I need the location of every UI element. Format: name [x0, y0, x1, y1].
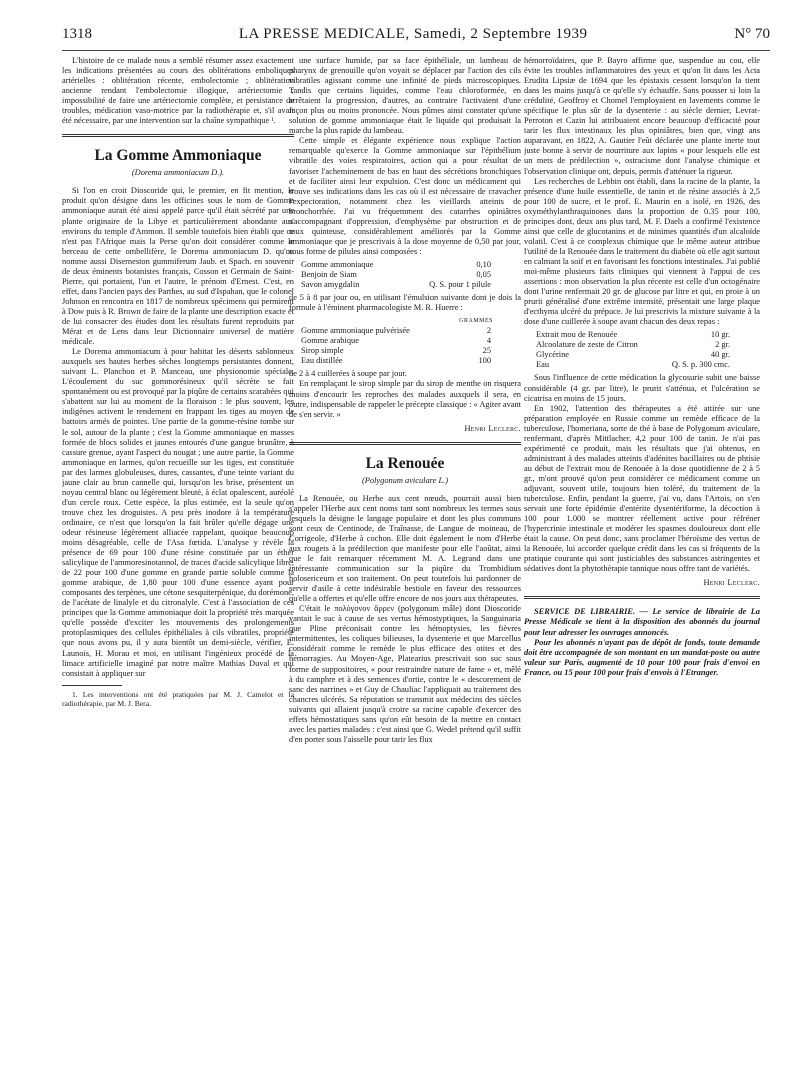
section-divider — [62, 134, 294, 137]
author-signature: Henri Leclerc. — [703, 578, 760, 588]
recipe-row: Savon amygdalin Q. S. pour 1 pilule — [301, 280, 491, 290]
library-terms: Pour les abonnés n'ayant pas de dépôt de fonds, toute demande doit être accompagnée de son montant en un mandat-poste ou autre valeur sur Paris, augmenté de 10 pour 100 pour frais d'envoi en France, ou 15 pour 100 pour frais d'envois à l'Etranger. — [524, 637, 760, 677]
recipe-row: Gomme ammoniaque pulvérisée 2 — [301, 326, 491, 336]
recipe-row: Sirop simple 25 — [301, 346, 491, 356]
article-title-gomme: La Gomme Ammoniaque — [94, 147, 262, 165]
paragraph: de 2 à 4 cuillerées à soupe par jour. — [289, 369, 407, 379]
article-subtitle-renouee: (Polygonum aviculare L.) — [362, 475, 448, 485]
paragraph: Les recherches de Lebbin ont établi, dans la racine de la plante, la présence d'une huile essentielle, de tanin et de résine associés à 2,5 pour 100 de sucre, et le prof. E. Maurin en a isolé, en 1926, des oxyméthylanthraquinones dans la proportion de 0.35 pour 100, principes dont, deux ans plus tard, M. F. Daels a confirmé l'existence ainsi que celle de glucotanins et de minimes quantités d'un alcaloïde volatil. C'est à ce complexus chimique que le même auteur attribue l'utilité de la Renouée dans le traitement du diabète où elle agit surtout en calmant la soif et en favorisant les fonctions intestinales. J'ai publié moi-même plusieurs faits cliniques qui viennent à l'appui de ces assertions : mon observation la plus récente est celle d'un octogénaire dont l'urine renfermait 20 gr. de glucose par litre et qui, en proie à un prurit généralisé d'une extrême intensité, présentait une large plaque d'ecthyma ulcéré du prépuce. Je lui prescrivis la mixture suivante à la dose d'une cuillerée à soupe avant chacun des deux repas : — [524, 176, 760, 327]
recipe-row: Gomme arabique 4 — [301, 336, 491, 346]
recipe-mixture — [536, 330, 760, 370]
recipe-row: Eau distillée 100 — [301, 356, 491, 366]
paragraph: une surface humide, par sa face épithéliale, un lambeau de pharynx de grenouille qu'on voyait se déplacer par l'action des cils vibratiles agissant comme une infinité de pieds microscopiques. Tandis que certains liquides, comme l'eau chloroformée, en arrêtaient la progression, d'autres, au contraire l'activaient d'une façon plus ou moins prononcée. Nous pûmes ainsi constater qu'une solution de gomme ammoniaque était le liquide qui produisait la marche la plus rapide du lambeau. — [289, 56, 521, 136]
journal-title: LA PRESSE MEDICALE, Samedi, 2 Septembre 1939 — [238, 26, 588, 42]
recipe-row: Alcoolature de zeste de Citron 2 gr. — [536, 340, 730, 350]
recipe-emulsion — [301, 316, 521, 366]
footnote-rule — [62, 685, 122, 686]
recipe-row: Extrait mou de Renouée 10 gr. — [536, 330, 730, 340]
recipe-row: Eau Q. S. p. 300 cmc. — [536, 360, 730, 370]
column-1 — [62, 56, 294, 1062]
paragraph: Cette simple et élégante expérience nous explique l'action remarquable qu'exerce la Gomme ammoniaque sur l'épithélium vibratile des voies respiratoires, action qui a pour résultat de favoriser l'acheminement de bas en haut des sécrétions bronchiques et de faciliter ainsi leur expulsion. C'est donc un médicament qui trouve ses indications dans les cas où il est nécessaire de cravacher l'expectoration, notamment chez les vieillards atteints de bronchorrhée. J'ai vu fréquemment des catarrhes opiniâtres s'accompagnant d'oppression, d'emphysème par obstruction et de toux quinteuse, considérablement améliorés par la Gomme ammoniaque que je prescrivais à la dose moyenne de 0,50 par jour, sous forme de pilules ainsi composées : — [289, 136, 521, 256]
library-notice — [524, 607, 760, 677]
section-divider — [289, 442, 521, 445]
page-number: 1318 — [62, 26, 92, 42]
article-subtitle-gomme: (Dorema ammoniacum D.). — [131, 168, 225, 178]
column-3 — [524, 56, 760, 1062]
recipe-row: Glycérine 40 gr. — [536, 350, 730, 360]
paragraph: La Renouée, ou Herbe aux cent nœuds, pourrait aussi bien s'appeler l'Herbe aux cent noms tant sont nombreux les termes sous lesquels la désigne le langage populaire et dont les plus communs sont ceux de Centinode, de Traînasse, de Langue de moineau, de Corrigeole, d'Herbe à cochon. Elle doit également le nom d'Herbe aux rougets à la prédilection que manifeste pour elle l'aoûtat, ainsi que le fait remarquer récemment M. A. Legrand dans une intéressante communication sur la piqûre du Trombidium holosericeum et son traitement. On peut toutefois lui pardonner de servir d'asile à cette indésirable bestiole en faveur des ressources qu'elle a offertes et qu'elle offre encore de nos jours aux thérapeutes. — [289, 493, 521, 604]
paragraph: En 1902, l'attention des thérapeutes a été attirée sur une préparation employée en Russie comme un remède efficace de la tuberculose, l'homeriana, sorte de thé à base de Polygonum aviculare, renfermant, d'après Mittlacher, 4,2 pour 100 de tanin. Je n'ai pas expérimenté ce produit, mais les résultats que j'ai obtenus, en administrant à des malades atteints d'adénites bacillaires ou de phtisie au début de l'extrait mou de Renouée à la dose quotidienne de 2 à 5 gr., m'ont prouvé qu'on peut considérer ce médicament comme un adjuvant, souvent utile, toujours bien toléré, du traitement de la tuberculose. Enfin, pendant la guerre, j'ai vu, dans l'Artois, on s'en servait une forte épidémie d'entérite dysentériforme, la décoction à 100 pour 1.000 se montrer réellement active pour réfréner l'hypercrinie intestinale et modérer les spasmes douloureux dont elle était la cause. On peut donc, sans proclamer l'héroïsme des vertus de la Renouée, lui accorder quelque crédit dans les cas si fréquents de la pratique courante qui sont justiciables des substances astringentes et sédatives dont la phytothérapie tannique nous offre tant de variétés. — [524, 403, 760, 574]
column-2 — [289, 56, 521, 1062]
paragraph: de 5 à 8 par jour ou, en utilisant l'émulsion suivante dont je dois la formule à l'éminent pharmacologiste M. R. Huerre : — [289, 293, 521, 313]
paragraph: Le Dorema ammoniacum à pour habitat les déserts sablonneux auxquels ses hautes herbes sèches longtemps persistantes donnent, suivant L. Planchon et P. Manceau, une physionomie spéciale. L'écoulement du suc gommorésineux qu'il sécrète se fait spontanément ou est provoqué par la piqûre de certains scarabées qui s'abattent sur lui au moment de la floraison : le plus souvent, les indigènes activent le rendement en frappant les tiges au moyen de battoirs armés de pointes. Une partie de la gomme-résine tombe sur le sol, autour de la plante ; c'est la Gomme ammoniaque en masses formée de blocs solides et jaunes entourés d'une gangue brunâtre, à cassure grenue, ayant l'aspect du nougat ; une autre partie, la Gomme ammoniaque en larmes, qu'on recueille sur les tiges, est constituée par des larmes globuleuses, dures, cassantes, d'une teinte variant du jaune clair au brun cannelle qui, lorsqu'on les brise, présentent un noyau central blanc ou légèrement bleuté, à éclat opalescent, auréolé d'un cercle roux. Cette espèce, la plus estimée, est la seule qu'on trouve chez les droguistes. A peu près inodore à la température ordinaire, ce n'est que lorsqu'on la fait brûler qu'elle dégage une odeur résineuse légèrement alliacée rappelant, quoique beaucoup moins désagréable, celle de l'Asa fœtida. L'analyse y révèle la présence de 69 pour 100 d'une résine constituée par un éther salicylique de l'ammoresinotannol, de traces d'acide salicylique libre, de 22 pour 100 d'une gomme en grande partie soluble comme la gomme arabique, de 1,80 pour 100 d'une essence ayant pour composants des terpènes, une cétone sesquiterpénique, du dorémone, de l'acétate de linalyle et du citronalyle. C'est à l'association de ces principes que la Gomme ammoniaque doit la propriété très marquée qu'elle possède d'exciter les mouvements des prolongements protoplasmiques des cellules épithéliales à cils vibratiles, propriété que nous avons pu, il y aura bientôt un demi-siècle, vérifier, E. Launois, H. Morau et moi, en utilisant l'ingénieux procédé de la limace artificielle imaginé par notre maître Mathias Duval et qui consistait à appliquer sur — [62, 347, 294, 678]
recipe-row: Benjoin de Siam 0,05 — [301, 269, 491, 279]
paragraph: Sous l'influence de cette médication la glycosurie subit une baisse considérable (4 gr. par litre), le prurit s'atténua, et l'ulcération se cicatrisa en moins de 15 jours. — [524, 373, 760, 403]
paragraph: C'était le πολύγονον ἄρρεν (polygonum mâle) dont Dioscoride vantait le suc à cause de ses vertus hémostyptiques, la Sanguinaria que Pline préconisait contre les hémoptysies, les fièvres intermittentes, les coliques bilieuses, la dysenterie et que Marcellus considérait comme le remède le plus efficace des otites et des hémorragies. Au Moyen-Age, Platearius prescrivait son suc sous forme de suppositoires, « pour restraindre nature de fame » et, mêlé à du camphre et à des semences d'ortie, contre le « descorement de sanc des narrines » et Guy de Chauliac l'appliquait au traitement des chancres ulcérés. Sa réputation se transmit aux médecins des siècles suivants qui allaient jusqu'à croire sa racine capable d'exercer des effets hémostatiques sans qu'on eût besoin de la mettre en contact avec les parties malades : c'est ainsi que G. Wedel prétend qu'il suffit d'en porter sous l'aisselle pour tarir les flux — [289, 604, 521, 744]
library-text: — Le service de librairie de La Presse Médicale se tient à la disposition des abonnés du journal pour leur adresser les ouvrages annoncés. — [524, 607, 760, 637]
paragraph: Si l'on en croit Dioscoride qui, le premier, en fit mention, le produit qu'on désigne dans les officines sous le nom de Gomme ammoniaque aurait été ainsi appelé parce qu'il était sécrété par une plante originaire de la Libye et particulièrement abondante aux environs du temple d'Ammon. Il semble toutefois bien établi que ce n'est pas l'Afrique mais la Perse qu'on doit considérer comme le berceau de cette ombellifère, le Dorema ammoniacum D. qu'on nomme aussi Diserneston gummiferum Jaub. et Spach. en souvenir de deux éminents botanistes français, Cosson et Germain de Saint-Pierre, qui portaient, l'un et l'autre, le prénom d'Ernest. C'est, en effet, dans l'ancien pays des Parthes, au sud d'Ispahan, que le colonel Johnson en rencontra en 1817 de nombreux spécimens qui permirent à Dow puis à R. Brown de faire de la plante une description exacte et de lui consacrer des études dont les résultats furent reproduits par Mérat et de Lens dans leur Dictionnaire universel de matière médicale. — [62, 186, 294, 347]
recipe-pills — [301, 260, 521, 290]
article-title-renouee: La Renouée — [365, 454, 445, 472]
recipe-row: Gomme ammoniaque 0,10 — [301, 259, 491, 269]
library-title: SERVICE DE LIBRAIRIE. — [534, 607, 636, 617]
article-conclusion: L'histoire de ce malade nous a semblé résumer assez exactement les indications présentées au cours des oblitérations emboliques artérielles : oblitération récente, embolectomie ; oblitération ancienne rendant l'embolectomie illogique, artériectomie ; impossibilité de faire une artériectomie complète, et persistance de troubles, médication vaso-motrice par la radiothérapie et, s'il avait été nécessaire, par une intervention sur la chaîne sympathique ¹. — [62, 56, 294, 126]
footnote: 1. Les interventions ont été pratiquées par M. J. Camelot et la radiothérapie, par M. J. Bera. — [62, 689, 294, 708]
paragraph: hémorroïdaires, que P. Bayro affirme que, suspendue au cou, elle évite les troubles inflammatoires des yeux et qu'on lit dans les Acta Erudita Lipsiæ de 1694 que les épistaxis cessent lorsqu'on la tient dans les mains jusqu'à ce qu'elle s'y échauffe. Sans pousser si loin la crédulité, Geoffroy et Chomel l'employaient en lavements comme le spécifique le plus sûr de la dysenterie : au siècle dernier, Levrat-Perroton et Cazin lui attribuaient encore beaucoup d'efficacité pour tarir les flux intestinaux les plus opiniâtres, bien que, vingt ans auparavant, en 1822, A. Gautier l'eût déclarée une plante inerte tout juste bonne à servir de nourriture aux lapins « pour lesquels elle est un mets de prédilection », ostracisme dont l'analyse chimique et l'observation clinique ont, depuis, permis d'atténuer la rigueur. — [524, 56, 760, 176]
paragraph: En remplaçant le sirop simple par du sirop de menthe on risquera moins d'encourir les reproches des malades auxquels il sera, en outre, indispensable de rappeler le précepte classique : « Agiter avant de s'en servir. » — [289, 379, 521, 419]
section-divider — [524, 596, 760, 599]
issue-number: N° 70 — [734, 26, 770, 42]
page-header — [62, 26, 770, 51]
author-signature: Henri Leclerc. — [464, 423, 521, 433]
recipe-unit-header: GRAMMES — [459, 318, 493, 325]
